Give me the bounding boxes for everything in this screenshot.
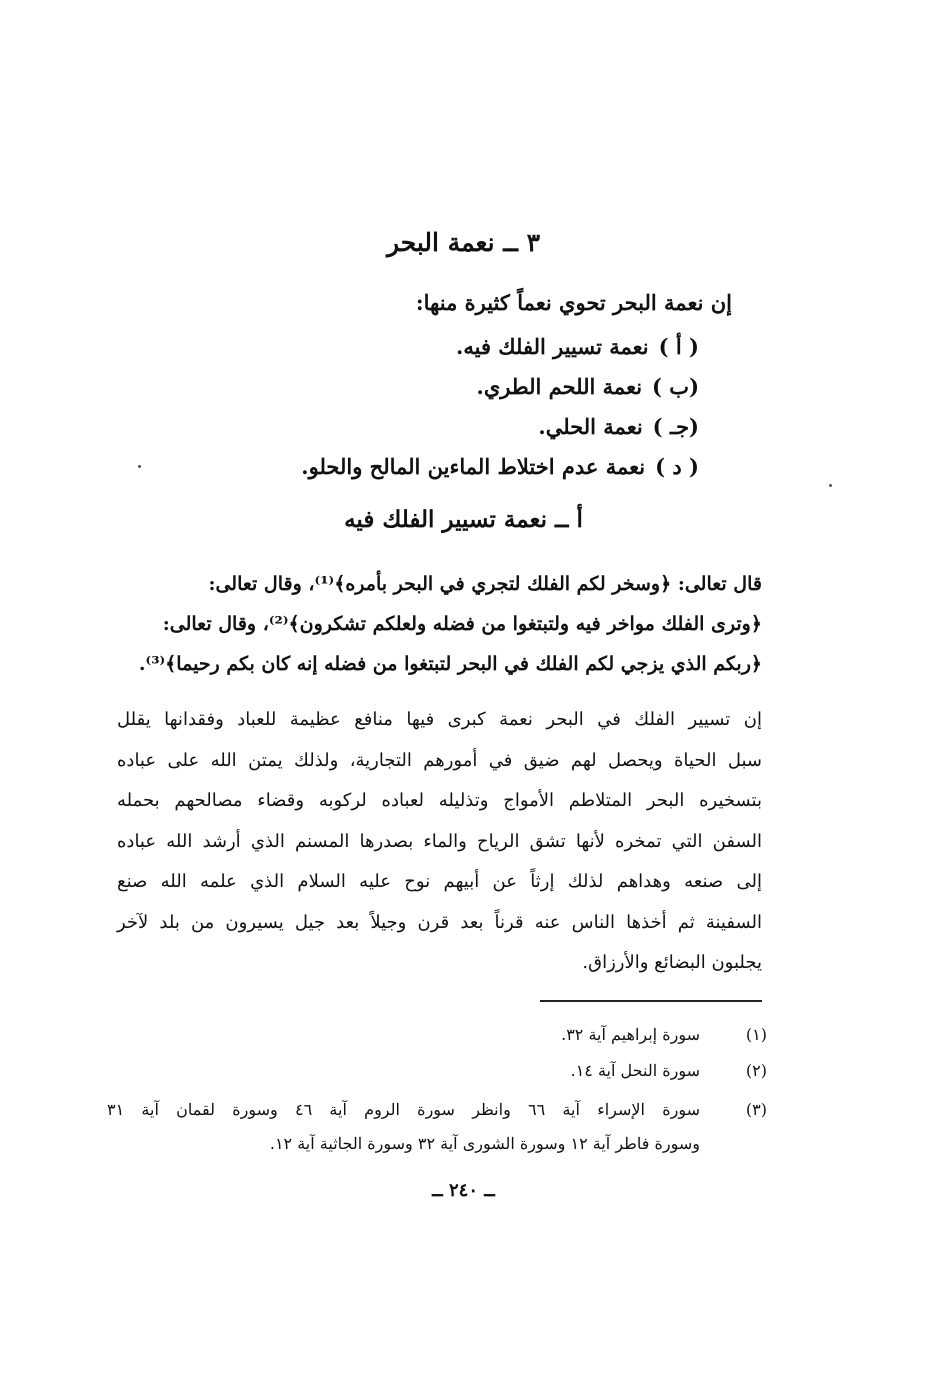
list-item <box>301 407 699 447</box>
section-title: ٣ ــ نعمة البحر <box>386 228 541 257</box>
list-item-text: نعمة تسيير الفلك فيه. <box>456 334 649 359</box>
intro-text: إن نعمة البحر تحوي نعماً كثيرة منها: <box>415 290 732 315</box>
list-item-text: نعمة اللحم الطري. <box>476 374 643 399</box>
list-marker: ( أ ) <box>658 334 699 359</box>
paragraph-line: السفن التي تمخره لأنها تشق الرياح والماء بصدرها المسنم الذي أرشد الله عباده <box>117 830 762 852</box>
footnote-number: (٣) <box>745 1100 767 1119</box>
paragraph-line: إلى صنعه وهداهم لذلك إرثاً عن أبيهم نوح عليه السلام الذي علمه الله صنع <box>117 871 762 892</box>
footnote-1 <box>561 1018 767 1052</box>
subsection-title: أ ــ نعمة تسيير الفلك فيه <box>344 506 583 533</box>
list-item-text: نعمة عدم اختلاط الماءين المالح والحلو. <box>301 454 646 479</box>
footnote-3 <box>107 1093 767 1161</box>
paragraph-line: سبل الحياة ويحصل لهم ضيق في أمورهم التجارية، ولذلك يمتن الله على عباده <box>117 749 762 771</box>
footnote-text: سورة إبراهيم آية ٣٢. <box>561 1025 700 1044</box>
footnote-text <box>107 1093 700 1161</box>
list-item <box>301 447 699 487</box>
body-paragraph <box>117 700 762 984</box>
scan-speck <box>138 465 141 468</box>
footnote-line: وسورة فاطر آية ١٢ وسورة الشورى آية ٣٢ وسورة الجاثية آية ١٢. <box>269 1134 700 1153</box>
list-item <box>301 327 699 367</box>
footnote-text: سورة النحل آية ١٤. <box>570 1061 700 1080</box>
page-number: ــ ٢٤٠ ــ <box>432 1180 495 1201</box>
footnote-number: (٢) <box>745 1061 767 1080</box>
paragraph-line: ﴿وترى الفلك مواخر فيه ولتبتغوا من فضله ولعلكم تشكرون﴾⁽²⁾، وقال تعالى: <box>162 613 762 635</box>
footnote-line: سورة الإسراء آية ٦٦ وانظر سورة الروم آية ٤٦ وسورة لقمان آية ٣١ <box>107 1100 701 1119</box>
paragraph-line: ﴿ربكم الذي يزجي لكم الفلك في البحر لتبتغوا من فضله إنه كان بكم رحيما﴾⁽³⁾. <box>138 653 762 675</box>
footnote-number: (١) <box>745 1025 767 1044</box>
footnote-divider <box>540 1000 762 1002</box>
paragraph-line: السفينة ثم أخذها الناس عنه قرناً بعد قرن وجيلاً بعد جيل يسيرون من بلد لآخر <box>117 911 762 933</box>
list-item-text: نعمة الحلي. <box>538 414 643 439</box>
list-marker: ( د ) <box>655 454 699 479</box>
scan-speck <box>829 484 832 487</box>
paragraph-line: قال تعالى: ﴿وسخر لكم الفلك لتجري في البحر بأمره﴾⁽¹⁾، وقال تعالى: <box>208 573 762 595</box>
paragraph-line: يجلبون البضائع والأرزاق. <box>582 952 762 973</box>
quran-quotes-paragraph <box>138 564 762 684</box>
blessings-list <box>301 327 699 487</box>
paragraph-line: إن تسيير الفلك في البحر نعمة كبرى فيها منافع عظيمة للعباد وفقدانها يقلل <box>117 709 762 730</box>
list-marker: (جـ ) <box>652 414 699 439</box>
footnote-2 <box>571 1054 767 1088</box>
list-item <box>301 367 699 407</box>
paragraph-line: بتسخيره البحر المتلاطم الأمواج وتذليله لعباده لركوبه وقضاء مصالحهم بحمله <box>117 790 762 811</box>
list-marker: (ب ) <box>652 374 699 399</box>
